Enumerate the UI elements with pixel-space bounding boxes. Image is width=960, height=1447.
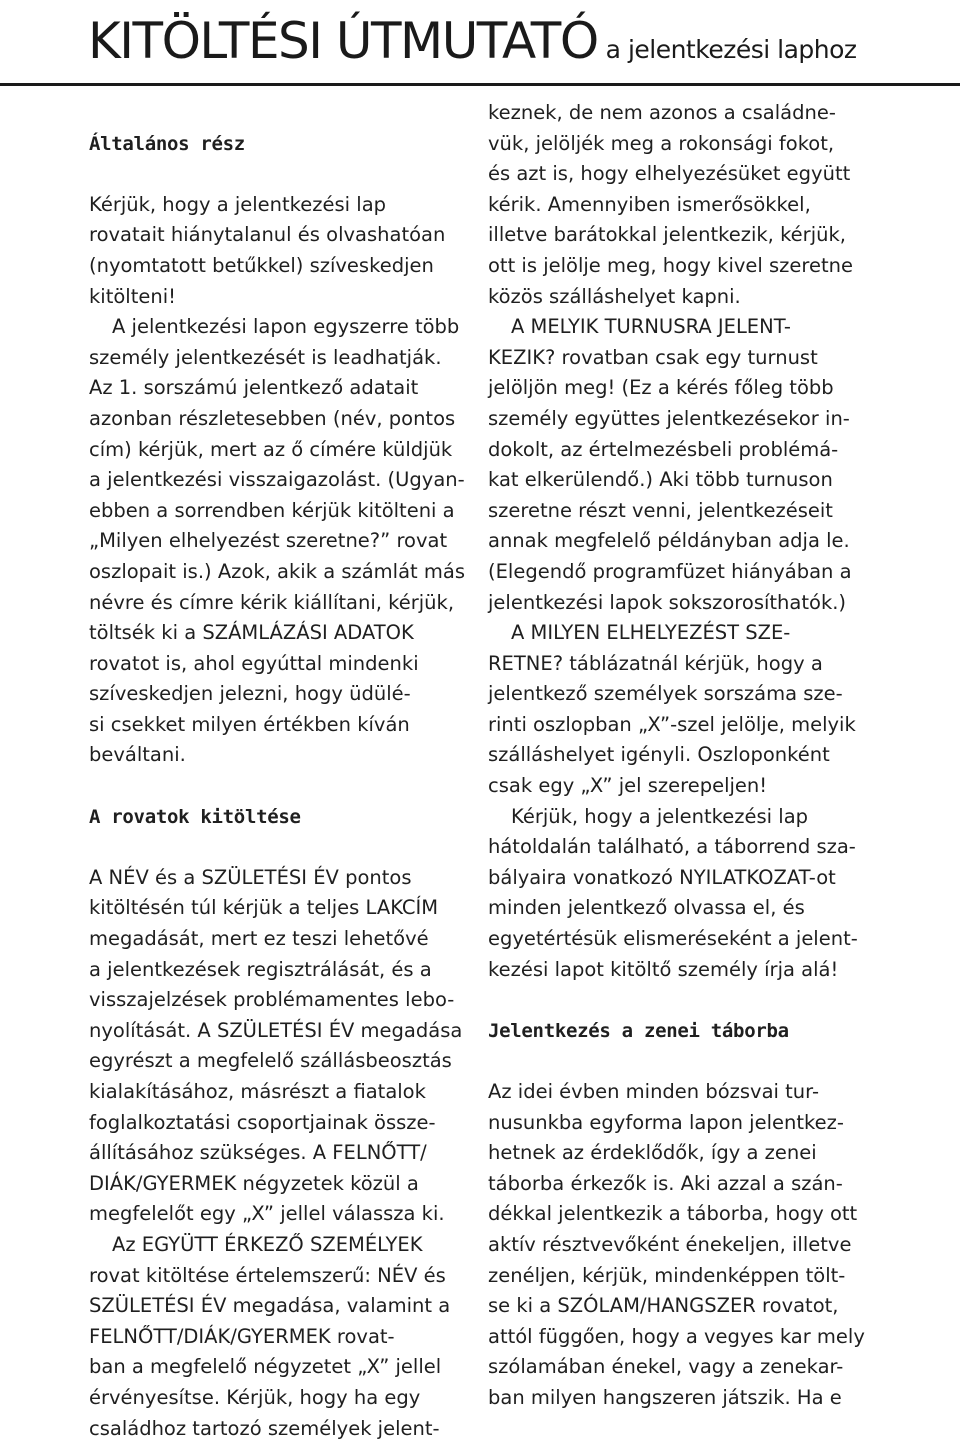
text-line: és azt is, hogy elhelyezésüket együtt <box>488 162 851 186</box>
text-line: Az idei évben minden bózsvai tur- <box>488 1080 819 1103</box>
text-line: a jelentkezések regisztrálását, és a <box>89 957 432 981</box>
text-line: szálláshelyet igényli. Oszloponként <box>488 743 830 767</box>
section-heading-general: Általános rész <box>89 132 245 155</box>
text-line: A MILYEN ELHELYEZÉST SZE- <box>511 621 791 645</box>
text-line: egyetértésük elismeréseként a jelent- <box>488 927 858 951</box>
text-line: töltsék ki a SZÁMLÁZÁSI ADATOK <box>89 621 414 645</box>
text-line: A jelentkezési lapon egyszerre több <box>112 315 460 339</box>
text-line: állításához szükséges. A FELNŐTT/ <box>89 1141 427 1165</box>
text-line: foglalkoztatási csoportjainak össze- <box>89 1110 436 1134</box>
page-subtitle: a jelentkezési laphoz <box>605 35 857 64</box>
text-line: visszajelzések problémamentes lebo- <box>89 988 455 1012</box>
text-line: annak megfelelő példányban adja le. <box>488 529 850 553</box>
text-line: A NÉV és a SZÜLETÉSI ÉV pontos <box>89 865 412 889</box>
page-header <box>88 8 948 74</box>
text-line: (Elegendő programfüzet hiányában a <box>488 559 852 583</box>
text-line: szólamában énekel, vagy a zenekar- <box>488 1355 844 1379</box>
section-heading-music-camp: Jelentkezés a zenei táborba <box>488 1019 789 1042</box>
text-line: vük, jelöljék meg a rokonsági fokot, <box>488 131 835 155</box>
text-line: beváltani. <box>89 743 186 767</box>
page-title: KITÖLTÉSI ÚTMUTATÓ <box>88 12 598 70</box>
text-line: ott is jelölje meg, hogy kivel szeretne <box>488 253 854 277</box>
text-line: rovatot is, ahol egyúttal mindenki <box>89 651 419 675</box>
header-rule <box>0 83 960 86</box>
text-line: dokolt, az értelmezésbeli problémá- <box>488 437 839 461</box>
text-line: se ki a SZÓLAM/HANGSZER rovatot, <box>488 1294 839 1318</box>
text-line: FELNŐTT/DIÁK/GYERMEK rovat- <box>89 1324 395 1348</box>
text-line: A MELYIK TURNUSRA JELENT- <box>511 315 791 339</box>
text-line: táborba érkezők is. Aki azzal a szán- <box>488 1171 843 1195</box>
text-line: (nyomtatott betűkkel) szíveskedjen <box>89 253 434 277</box>
text-line: oszlopait is.) Azok, akik a számlát más <box>89 559 465 583</box>
text-line: személy együttes jelentkezésekor in- <box>488 406 850 430</box>
text-line: aktív résztvevőként énekeljen, illetve <box>488 1232 852 1256</box>
text-line: jelöljön meg! (Ez a kérés főleg több <box>488 376 834 400</box>
text-line: kitöltésén túl kérjük a teljes LAKCÍM <box>89 896 439 920</box>
section-fields-body <box>89 863 469 1444</box>
text-line: szíveskedjen jelezni, hogy üdülé- <box>89 682 411 706</box>
text-line: minden jelentkező olvassa el, és <box>488 896 805 920</box>
text-line: RETNE? táblázatnál kérjük, hogy a <box>488 651 823 675</box>
text-line: nyolítását. A SZÜLETÉSI ÉV megadása <box>89 1018 463 1042</box>
text-line: keznek, de nem azonos a családne- <box>488 101 836 124</box>
text-line: cím) kérjük, mert az ő címére küldjük <box>89 437 453 461</box>
text-line: egyrészt a megfelelő szállásbeosztás <box>89 1049 452 1073</box>
text-line: illetve barátokkal jelentkezik, kérjük, <box>488 223 846 247</box>
text-line: „Milyen elhelyezést szeretne?” rovat <box>89 529 448 553</box>
text-line: családhoz tartozó személyek jelent- <box>89 1416 440 1440</box>
text-line: Az 1. sorszámú jelentkező adatait <box>89 376 419 400</box>
text-line: rovatait hiánytalanul és olvashatóan <box>89 223 446 247</box>
text-line: ban milyen hangszeren játszik. Ha e <box>488 1385 842 1409</box>
text-line: jelentkezési lapok sokszorosíthatók.) <box>488 590 847 614</box>
text-line: Kérjük, hogy a jelentkezési lap <box>89 192 387 216</box>
text-line: ebben a sorrendben kérjük kitölteni a <box>89 498 455 522</box>
text-line: kezési lapot kitöltő személy írja alá! <box>488 957 839 981</box>
text-line: KEZIK? rovatban csak egy turnust <box>488 345 818 369</box>
continued-text-body <box>488 98 878 985</box>
text-line: kitölteni! <box>89 284 176 308</box>
text-line: rinti oszlopban „X”-szel jelölje, melyik <box>488 712 856 736</box>
text-line: rovat kitöltése értelemszerű: NÉV és <box>89 1263 446 1287</box>
text-line: SZÜLETÉSI ÉV megadása, valamint a <box>89 1294 451 1318</box>
text-line: jelentkező személyek sorszáma sze- <box>488 682 843 706</box>
text-line: Kérjük, hogy a jelentkezési lap <box>511 804 809 828</box>
text-line: dékkal jelentkezik a táborba, hogy ott <box>488 1202 858 1226</box>
text-line: bályaira vonatkozó NYILATKOZAT-ot <box>488 865 836 889</box>
text-line: szeretne részt venni, jelentkezéseit <box>488 498 833 522</box>
text-line: kialakításához, másrészt a fiatalok <box>89 1080 426 1103</box>
text-line: személy jelentkezését is leadhatják. <box>89 345 442 369</box>
text-line: érvényesítse. Kérjük, hogy ha egy <box>89 1385 421 1409</box>
text-line: kérik. Amennyiben ismerősökkel, <box>488 192 811 216</box>
section-music-camp-body <box>488 1077 878 1414</box>
text-line: si csekket milyen értékben kíván <box>89 712 410 736</box>
text-line: közös szálláshelyet kapni. <box>488 284 741 308</box>
text-line: zenéljen, kérjük, mindenképpen tölt- <box>488 1263 846 1287</box>
text-line: Az EGYÜTT ÉRKEZŐ SZEMÉLYEK <box>112 1232 423 1256</box>
text-line: azonban részletesebben (név, pontos <box>89 406 456 430</box>
text-line: megfelelőt egy „X” jellel válassza ki. <box>89 1202 445 1226</box>
text-line: csak egy „X” jel szerepeljen! <box>488 774 768 798</box>
text-line: nusunkba egyforma lapon jelentkez- <box>488 1110 844 1134</box>
text-line: kat elkerülendő.) Aki több turnuson <box>488 468 833 492</box>
section-heading-fields: A rovatok kitöltése <box>89 805 301 828</box>
text-line: DIÁK/GYERMEK négyzetek közül a <box>89 1171 419 1195</box>
text-line: attól függően, hogy a vegyes kar mely <box>488 1324 865 1348</box>
text-line: névre és címre kérik kiállítani, kérjük, <box>89 590 455 614</box>
text-line: a jelentkezési visszaigazolást. (Ugyan- <box>89 468 465 492</box>
left-column <box>89 98 469 1444</box>
text-line: hetnek az érdeklődők, így a zenei <box>488 1141 817 1165</box>
right-column <box>488 98 878 1414</box>
text-line: megadását, mert ez teszi lehetővé <box>89 927 429 951</box>
section-general-body <box>89 190 469 771</box>
text-line: ban a megfelelő négyzetet „X” jellel <box>89 1355 442 1379</box>
text-line: hátoldalán található, a táborrend sza- <box>488 835 856 859</box>
